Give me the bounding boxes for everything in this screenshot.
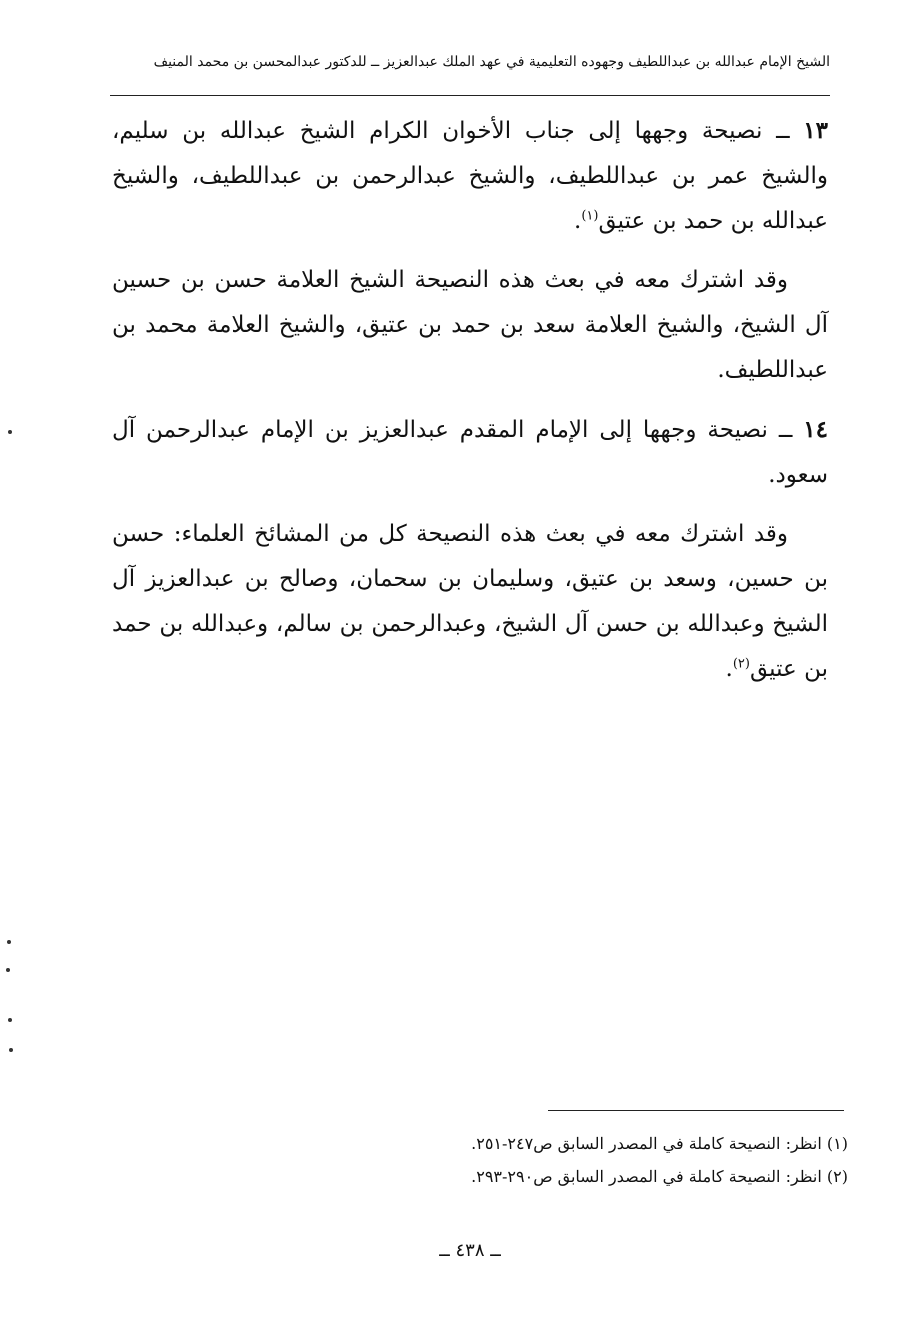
margin-speck bbox=[8, 430, 12, 434]
footnote-1: (١) انظر: النصيحة كاملة في المصدر السابق ص٢٤٧-٢٥١. bbox=[471, 1134, 848, 1153]
footnote-reference[interactable]: (١) bbox=[581, 208, 599, 224]
item-number: ١٣ bbox=[803, 117, 828, 144]
paragraph-text: وقد اشترك معه في بعث هذه النصيحة الشيخ العلامة حسن بن حسين آل الشيخ، والشيخ العلامة سعد بن حمد بن عتيق، والشيخ العلامة محمد بن عبداللطيف. bbox=[112, 267, 828, 383]
paragraph-13 bbox=[112, 108, 828, 244]
paragraph-13-participants bbox=[112, 258, 828, 393]
paragraph-14 bbox=[112, 407, 828, 498]
margin-speck bbox=[8, 1018, 12, 1022]
footnote-reference[interactable]: (٢) bbox=[732, 656, 750, 672]
paragraph-text: وقد اشترك معه في بعث هذه النصيحة كل من المشائخ العلماء: حسن بن حسين، وسعد بن عتيق، وسليمان بن سحمان، وصالح بن عبدالعزيز آل الشيخ وعبدالله بن حسن آل الشيخ، وعبدالرحمن بن سالم، وعبدالله بن حمد بن عتيق bbox=[112, 521, 828, 682]
paragraph-text: ــ نصيحة وجهها إلى الإمام المقدم عبدالعزيز بن الإمام عبدالرحمن آل سعود. bbox=[112, 417, 828, 488]
header-divider bbox=[110, 95, 830, 96]
paragraph-end: . bbox=[725, 656, 733, 682]
margin-speck bbox=[7, 940, 11, 944]
footnotes bbox=[370, 1127, 848, 1193]
item-number: ١٤ bbox=[803, 416, 828, 443]
margin-speck bbox=[9, 1048, 13, 1052]
footnote-2: (٢) انظر: النصيحة كاملة في المصدر السابق ص٢٩٠-٢٩٣. bbox=[471, 1167, 848, 1186]
margin-speck bbox=[6, 968, 10, 972]
paragraph-14-participants bbox=[112, 512, 828, 692]
main-text bbox=[112, 108, 828, 706]
footnote-divider bbox=[548, 1110, 844, 1111]
paragraph-text: ــ نصيحة وجهها إلى جناب الأخوان الكرام الشيخ عبدالله بن سليم، والشيخ عمر بن عبداللطيف، والشيخ عبدالرحمن بن عبداللطيف، والشيخ عبدالله بن حمد بن عتيق bbox=[112, 118, 828, 234]
page-number: ــ ٤٣٨ ــ bbox=[439, 1240, 501, 1261]
paragraph-end: . bbox=[574, 208, 582, 234]
running-header: الشيخ الإمام عبدالله بن عبداللطيف وجهوده التعليمية في عهد الملك عبدالعزيز ــ للدكتور عبدالمحسن بن محمد المنيف bbox=[153, 54, 830, 70]
